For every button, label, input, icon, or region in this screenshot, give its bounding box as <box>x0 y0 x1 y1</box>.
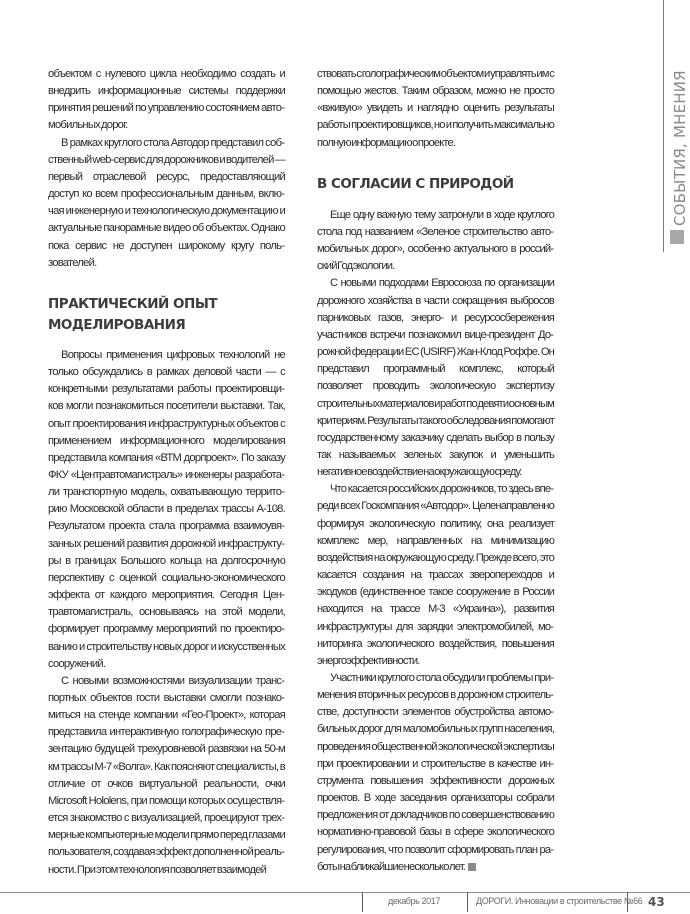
footer-rule <box>0 892 690 893</box>
paragraph: ствовать с голографическим объектом и управлять им с помощью жестов. Таким образом, можно не просто «вживую» увидеть и наглядно оценить результаты работы проектировщиков, но и получить максимально полную информацию о проекте. <box>317 68 554 149</box>
paragraph-text: Участники круглого стола обсудили проблемы применения вторичных ресурсов в дорожном строительстве, доступности элементов обустройства автомобильных дорог для маломобильных групп населения, проведения общественной экологической экспертизы при проектировании и строительстве в качестве инструмента повышения эффективности дорожных проектов. В ходе заседания организаторы собрали предложения от докладчиков по совершенствованию нормативно-правовой базы в сфере экологического регулирования, что позволит сформировать план работы на ближайшие несколько лет. <box>317 672 554 873</box>
section-heading: В СОГЛАСИИ С ПРИРОДОЙ <box>317 175 514 192</box>
section-heading: ПРАКТИЧЕСКИЙ ОПЫТ МОДЕЛИРОВАНИЯ <box>48 295 218 333</box>
page-number: 43 <box>648 895 665 909</box>
end-of-article-square-icon <box>468 863 476 871</box>
paragraph: Что касается российских дорожников, то здесь впереди всех Госкомпания «Автодор». Целенаправленно формируя экологическую политику, она реализует комплекс мер, направленных на минимизацию воздействия на окружающую среду. Прежде всего, это касается создания на трассах зверопереходов и экодуков (единственное такое сооружение в России находится на трассе М-3 «Украина»), развития инфраструктуры для зарядки электромобилей, мониторинга экологического воздействия, повышения энергоэффективности. <box>317 483 554 667</box>
footer-date: декабрь 2017 <box>388 896 440 906</box>
paragraph: С новыми подходами Евросоюза по организации дорожного хозяйства в части сокращения выбросов парниковых газов, энерго- и ресурсосбережения участников встречи познакомил вице-президент Дорожной федерации ЕС (USIRF) Жан-Клод Роффе. Он представил программный комплекс, который позволяет проводить экологическую экспертизу строительных материалов и работ по девяти основным критериям. Результаты такого обследования помогают государственному заказчику сделать выбор в пользу так называемых зеленых закупок и уменьшить негативное воздействие на окружающую среду. <box>317 277 554 479</box>
paragraph: объектом с нулевого цикла необходимо создать и внедрить информационные системы поддержки принятия решений по управлению состоянием автомобильных дорог. <box>48 68 285 132</box>
left-column <box>48 66 285 879</box>
footer-publication: ДОРОГИ. Инновации в строительстве №66 <box>476 896 643 906</box>
paragraph: Еще одну важную тему затронули в ходе круглого стола под названием «Зеленое строительство автомобильных дорог», особенно актуального в российский Год экологии. <box>317 208 554 273</box>
section-marker-square <box>670 230 684 244</box>
footer-divider <box>467 892 468 912</box>
section-label: СОБЫТИЯ, МНЕНИЯ <box>671 70 689 226</box>
paragraph-final <box>317 670 554 876</box>
footer-divider <box>362 892 363 912</box>
right-column <box>317 66 554 876</box>
paragraph: Вопросы применения цифровых технологий не только обсуждались в рамках деловой части — с конкретными результатами работы проектировщиков могли познакомиться посетители выставки. Так, опыт проектирования инфраструктурных объектов с применением информационного моделирования представила компания «ВТМ дорпроект». По заказу ФКУ «Центравтомагистраль» инженеры разработали транспортную модель, охватывающую территорию Московской области в пределах трассы А-108. Результатом проекта стала программа взаимоувязанных решений развития дорожной инфраструктуры в границах Большого кольца на долгосрочную перспективу с оценкой социально-экономического эффекта от каждого мероприятия. Сегодня Центравтомагистраль, основываясь на этой модели, формирует программу мероприятий по проектированию и строительству новых дорог и искусственных сооружений. <box>48 348 285 670</box>
section-rule <box>663 0 664 252</box>
paragraph: В рамках круглого стола Автодор представил собственный web-сервис для дорожников и водителей — первый отраслевой ресурс, предоставляющий доступ ко всем профессиональным данным, включая инженерную и технологическую документацию и актуальные панорамные видео об объектах. Однако пока сервис не доступен широкому кругу пользователей. <box>48 136 285 269</box>
paragraph: С новыми возможностями визуализации транспортных объектов гости выставки смогли познакомиться на стенде компании «Гео-Проект», которая представила интерактивную голографическую презентацию будущей трехуровневой развязки на 50-м км трассы М-7 «Волга». Как поясняют специалисты, в отличие от очков виртуальной реальности, очки Microsoft Hololens, при помощи которых осуществляется знакомство с визуализацией, проецируют трехмерные компьютерные модели прямо перед глазами пользователя, создавая эффект дополненной реальности. При этом технология позволяет взаимодей <box>48 674 285 876</box>
